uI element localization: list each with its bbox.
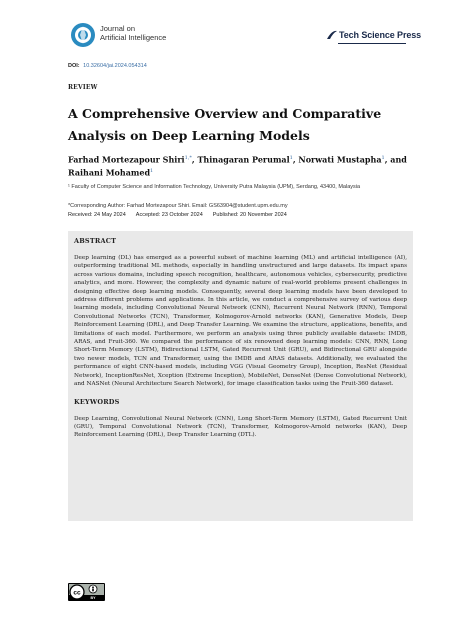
- received-date: Received: 24 May 2024: [68, 212, 126, 218]
- author-separator: ,: [191, 154, 198, 165]
- doi-link[interactable]: 10.32604/jai.2024.054314: [83, 63, 147, 69]
- corresponding-author: *Corresponding Author: Farhad Mortezapour Shiri. Email: GS63904@student.upm.edu.my: [68, 203, 288, 209]
- cc-text: cc: [73, 589, 81, 597]
- journal-name-line1: Journal on: [100, 24, 136, 33]
- author-affil-mark: 1: [150, 167, 154, 174]
- published-date: Published: 20 November 2024: [212, 212, 287, 218]
- article-type: REVIEW: [68, 84, 98, 91]
- keywords-text: Deep Learning, Convolutional Neural Network (CNN), Long Short-Term Memory (LSTM), Gated Recurrent Unit (GRU), Temporal Convolutional Network (TCN), Transformer, Kolmogorov-Arnold networks (KAN), Deep Reinforcement Learning (DRL), Deep Transfer Learning (DTL).: [74, 415, 407, 439]
- abstract-heading: ABSTRACT: [74, 237, 117, 245]
- abstract-box: [68, 231, 413, 521]
- author-affil-mark: 1: [289, 155, 293, 161]
- accepted-date: Accepted: 23 October 2024: [135, 212, 203, 218]
- author-separator: , and: [384, 154, 407, 165]
- journal-logo-icon: [70, 22, 96, 48]
- keywords-heading: KEYWORDS: [74, 397, 120, 406]
- author-list: [68, 153, 413, 178]
- publisher-underline: [338, 43, 406, 44]
- journal-name: [100, 24, 166, 42]
- author-separator: ,: [292, 154, 299, 165]
- author-affil-mark: 1,*: [184, 155, 192, 161]
- article-title: A Comprehensive Overview and Comparative Analysis on Deep Learning Models: [68, 106, 382, 143]
- journal-name-line2: Artificial Intelligence: [100, 33, 167, 42]
- publisher-swoosh-icon: [326, 29, 338, 41]
- author-name[interactable]: Raihani Mohamed: [68, 167, 151, 178]
- author-name[interactable]: Norwati Mustapha: [298, 154, 382, 165]
- author-name[interactable]: Thinagaran Perumal: [197, 154, 290, 165]
- by-text: BY: [90, 596, 96, 601]
- doi-label: DOI:: [68, 63, 80, 69]
- article-dates: [68, 212, 413, 218]
- author-name[interactable]: Farhad Mortezapour Shiri: [68, 154, 185, 165]
- doi-row: [68, 63, 147, 69]
- affiliation: ¹ Faculty of Computer Science and Information Technology, University Putra Malaysia (UPM), Serdang, 43400, Malaysia: [68, 184, 361, 190]
- cc-by-license-icon[interactable]: [68, 583, 105, 601]
- publisher-logo: [326, 29, 421, 41]
- publisher-name: Tech Science Press: [339, 30, 422, 40]
- author-affil-mark: 1: [381, 155, 385, 161]
- abstract-text: Deep learning (DL) has emerged as a powerful subset of machine learning (ML) and artificial intelligence (AI), outperforming traditional ML methods, especially in handling unstructured and large datasets. Its impact spans across various domains, including speech recognition, healthcare, autonomous vehicles, cybersecurity, predictive analytics, and more. However, the complexity and dynamic nature of real-world problems present challenges in designing effective deep learning models. Consequently, several deep learning models have been developed to address different problems and applications. In this article, we conduct a comprehensive survey of various deep learning models, including Convolutional Neural Network (CNN), Recurrent Neural Network (RNN), Temporal Convolutional Networks (TCN), Transformer, Kolmogorov-Arnold networks (KAN), Generative Models, Deep Reinforcement Learning (DRL), and Deep Transfer Learning. We examine the structure, applications, benefits, and limitations of each model. Furthermore, we perform an analysis using three publicly available datasets: IMDB, ARAS, and Fruit-360. We compared the performance of six renowned deep learning models: CNN, RNN, Long Short-Term Memory (LSTM), Bidirectional LSTM, Gated Recurrent Unit (GRU), and Bidirectional GRU alongside two newer models, TCN and Transformer, using the IMDB and ARAS datasets. Additionally, we evaluated the performance of eight CNN-based models, including VGG (Visual Geometry Group), Inception, ResNet (Residual Network), InceptionResNet, Xception (Extreme Inception), MobileNet, DenseNet (Dense Convolutional Network), and NASNet (Neural Architecture Search Network), for image classification tasks using the Fruit-360 dataset.: [74, 255, 407, 388]
